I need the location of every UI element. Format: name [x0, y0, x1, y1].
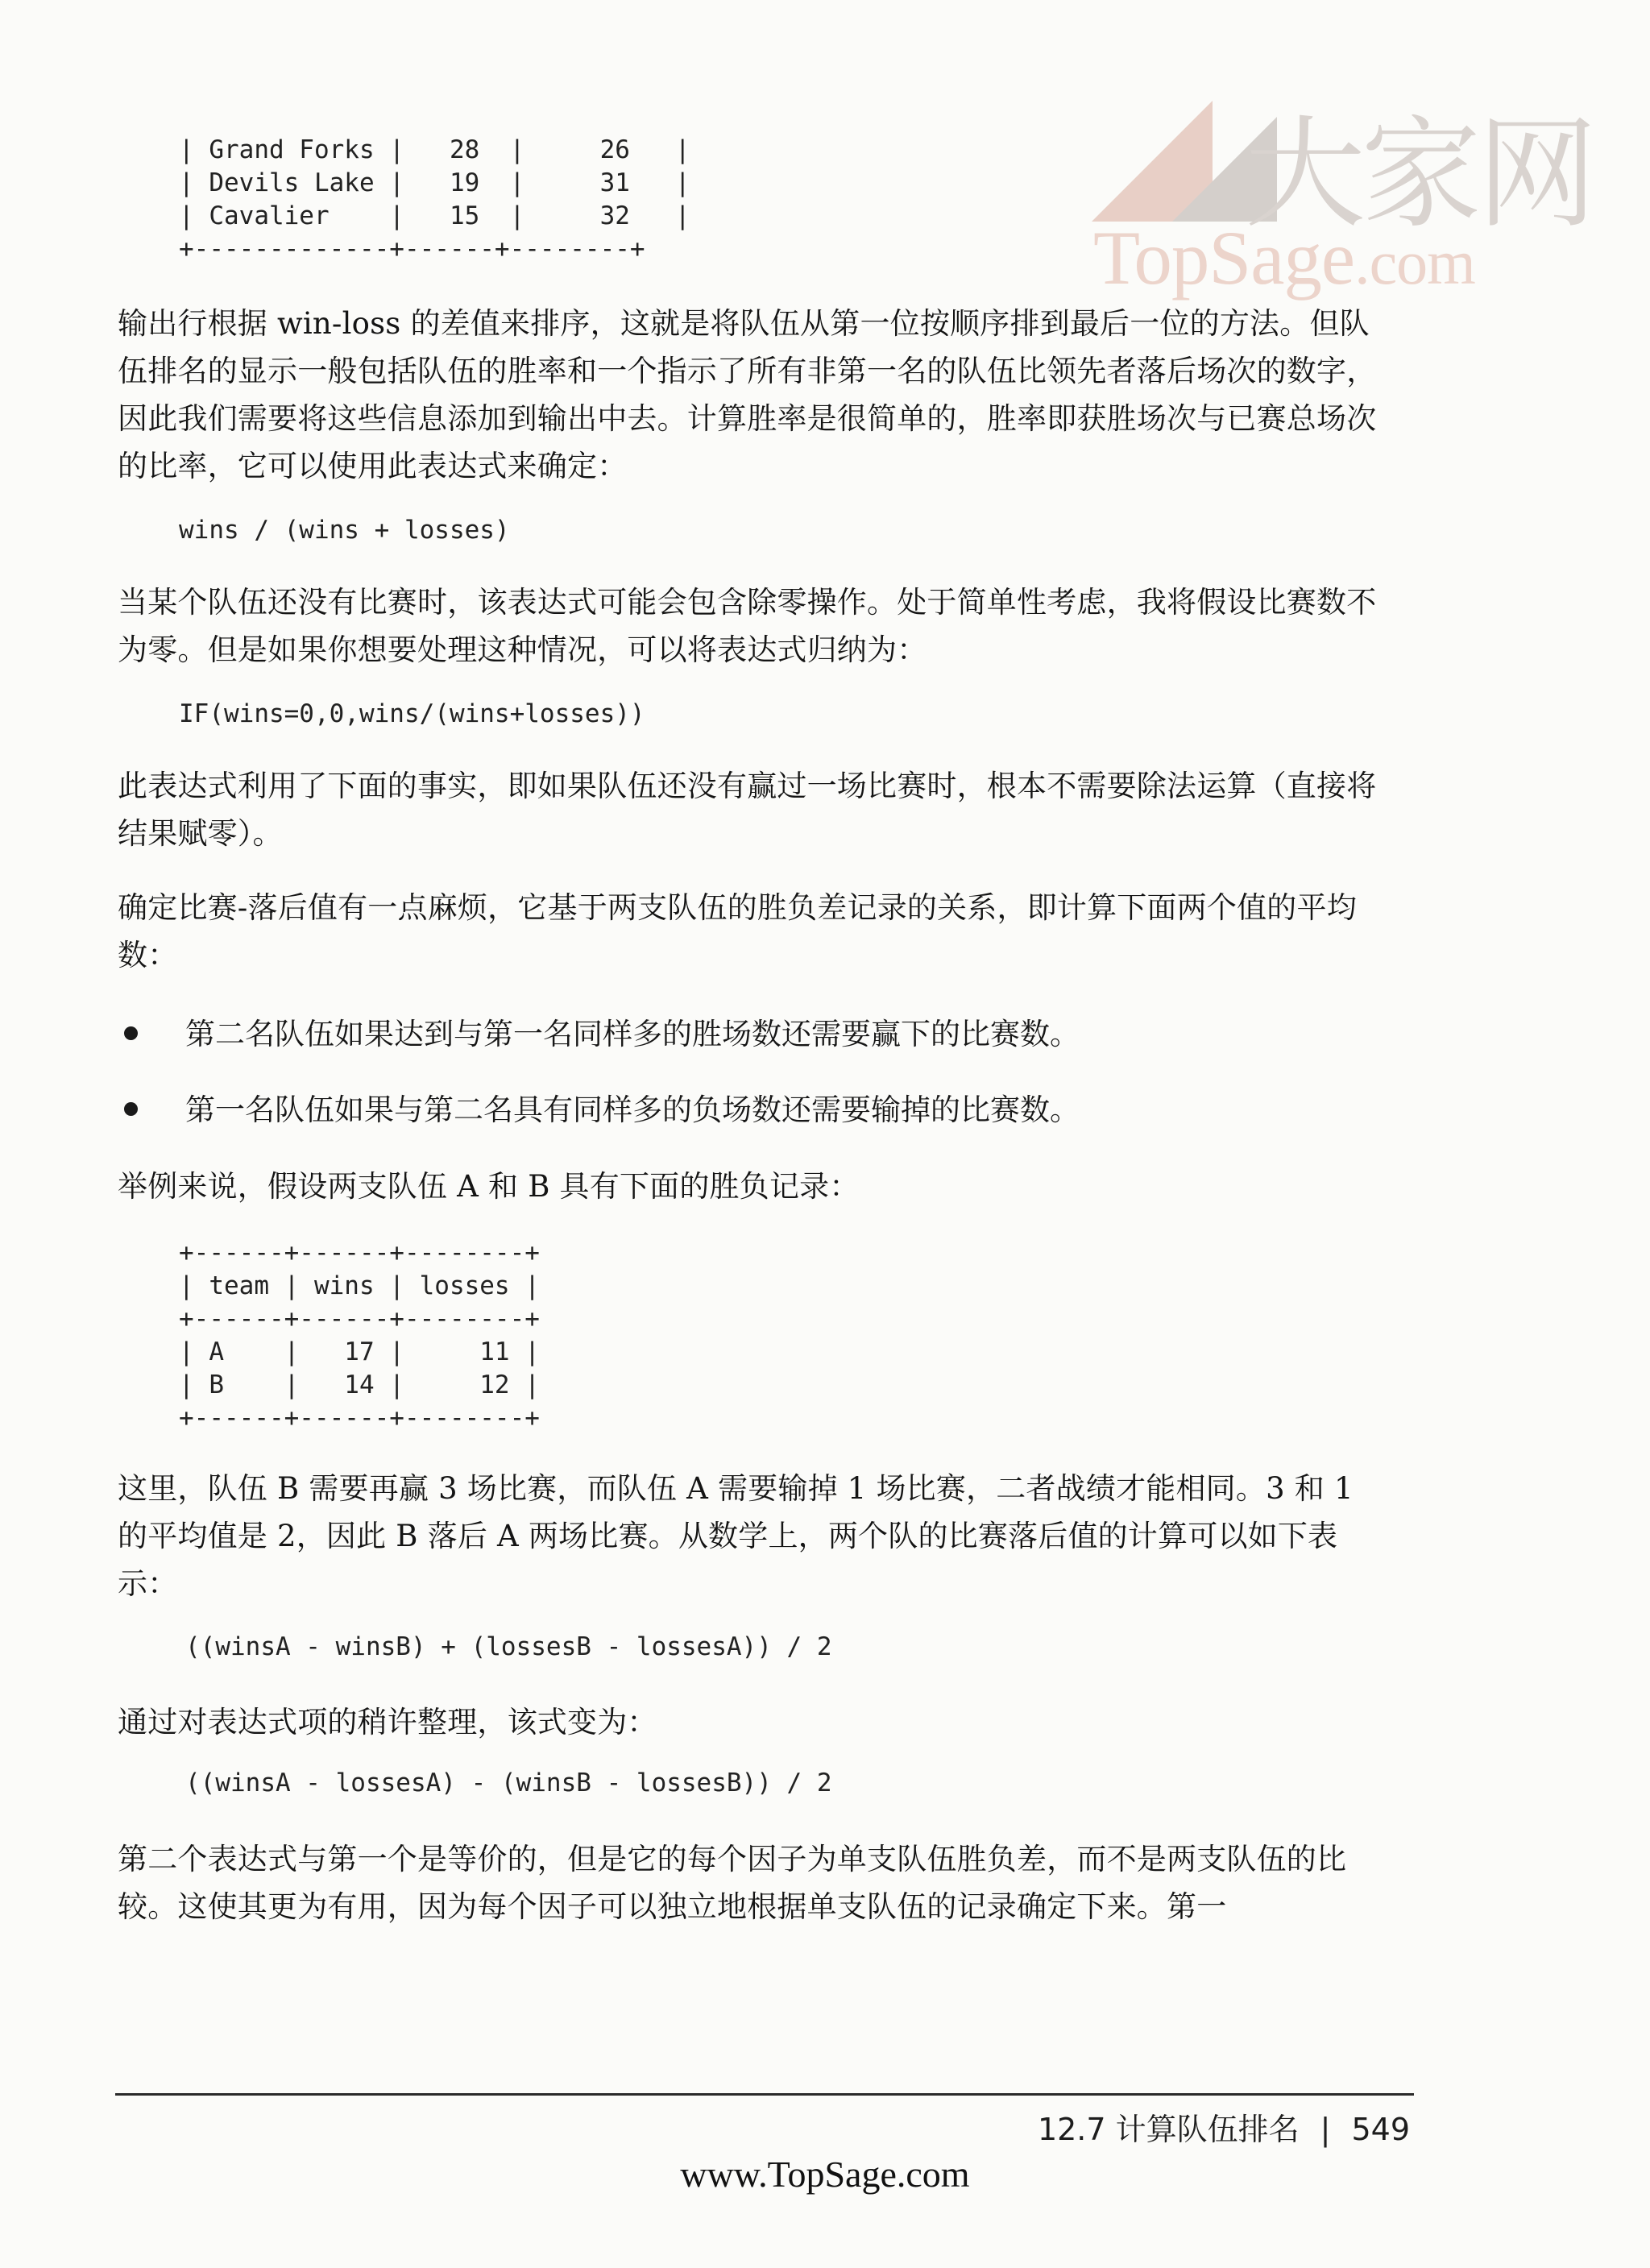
paragraph: 输出行根据 win-loss 的差值来排序，这就是将队伍从第一位按顺序排到最后一位的方法。但队伍排名的显示一般包括队伍的胜率和一个指示了所有非第一名的队伍比领先者落后场次的数字，因此我们需要将这些信息添加到输出中去。计算胜率是很简单的，胜率即获胜场次与已赛总场次的比率，它可以使用此表达式来确定： — [118, 306, 1377, 483]
footer-section-title: 12.7 计算队伍排名 — [1037, 2112, 1300, 2147]
table-team-records — [179, 1237, 540, 1435]
table-line: | B | 14 | 12 | — [179, 1370, 540, 1399]
code-line: ((winsA - lossesA) - (winsB - lossesB)) / 2 — [185, 1768, 832, 1797]
code-line: wins / (wins + losses) — [179, 516, 510, 545]
table-line: | Devils Lake | 19 | 31 | — [179, 168, 690, 197]
code-line: ((winsA - winsB) + (lossesB - lossesA)) / 2 — [185, 1632, 832, 1661]
site-url: www.TopSage.com — [680, 2154, 970, 2195]
paragraph: 这里，队伍 B 需要再赢 3 场比赛，而队伍 A 需要输掉 1 场比赛，二者战绩才能相同。3 和 1 的平均值是 2，因此 B 落后 A 两场比赛。从数学上，两个队的比赛落后值的计算可以如下表示： — [118, 1471, 1354, 1601]
list-item-text: 第一名队伍如果与第二名具有同样多的负场数还需要输掉的比赛数。 — [185, 1093, 1080, 1127]
page-number: 549 — [1351, 2112, 1410, 2147]
footer-rule — [115, 2093, 1414, 2096]
list-item-text: 第二名队伍如果达到与第一名同样多的胜场数还需要赢下的比赛数。 — [185, 1017, 1080, 1051]
paragraph: 第二个表达式与第一个是等价的，但是它的每个因子为单支队伍胜负差，而不是两支队伍的比较。这使其更为有用，因为每个因子可以独立地根据单支队伍的记录确定下来。第一 — [118, 1842, 1347, 1924]
table-line: | team | wins | losses | — [179, 1271, 540, 1300]
bullet-icon — [124, 1102, 138, 1116]
watermark-english: TopSage.com — [1093, 215, 1475, 301]
paragraph: 确定比赛-落后值有一点麻烦，它基于两支队伍的胜负差记录的关系，即计算下面两个值的平均数： — [118, 890, 1357, 972]
table-line: | Cavalier | 15 | 32 | — [179, 201, 690, 230]
table-line: | A | 17 | 11 | — [179, 1337, 540, 1366]
footer-separator: | — [1320, 2112, 1331, 2147]
table-line: | Grand Forks | 28 | 26 | — [179, 135, 690, 164]
paragraph: 此表达式利用了下面的事实，即如果队伍还没有赢过一场比赛时，根本不需要除法运算（直接将结果赋零）。 — [118, 769, 1377, 851]
table-fragment-top — [179, 134, 690, 266]
table-line: +------+------+--------+ — [179, 1404, 540, 1433]
bullet-icon — [124, 1026, 138, 1040]
table-line: +------+------+--------+ — [179, 1238, 540, 1267]
paragraph: 当某个队伍还没有比赛时，该表达式可能会包含除零操作。处于简单性考虑，我将假设比赛数不为零。但是如果你想要处理这种情况，可以将表达式归纳为： — [118, 585, 1377, 667]
table-line: +------+------+--------+ — [179, 1304, 540, 1333]
running-footer — [1038, 2104, 1410, 2149]
code-line: IF(wins=0,0,wins/(wins+losses)) — [179, 699, 645, 728]
paragraph: 举例来说，假设两支队伍 A 和 B 具有下面的胜负记录： — [118, 1169, 860, 1204]
table-line: +-------------+------+--------+ — [179, 234, 645, 263]
watermark-chinese: 大家网 — [1245, 105, 1594, 245]
paragraph: 通过对表达式项的稍许整理，该式变为： — [118, 1705, 657, 1739]
